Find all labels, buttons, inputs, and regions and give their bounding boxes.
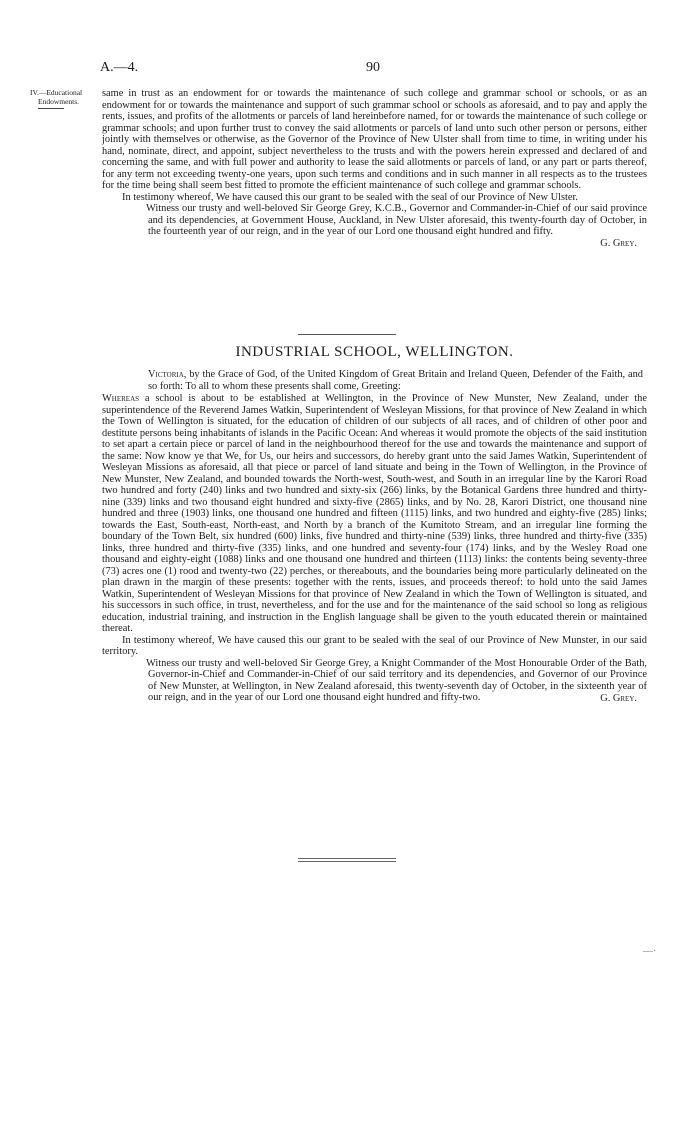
stray-mark: —· xyxy=(643,946,657,957)
margin-note-line-2: Endowments. xyxy=(38,97,80,106)
greeting-lead: Victoria, xyxy=(148,369,187,380)
document-reference: A.—4. xyxy=(100,60,139,75)
royal-greeting xyxy=(102,369,647,392)
school-witness: Witness our trusty and well-beloved Sir George Grey, a Knight Commander of the Most Honourable Order of the Bath, Governor-in-Chief and Commander-in-Chief of our said territory and its dependencies, and Governor of our Province of New Munster, at Wellington, in New Zealand aforesaid, this twenty-seventh day of October, in the sixteenth year of our reign, and in the year of our Lord one thousand eight hundred and fifty-two. xyxy=(146,657,647,703)
margin-note xyxy=(30,88,100,109)
end-rule-bottom xyxy=(298,861,396,862)
end-rule-top xyxy=(298,858,396,859)
grant-witness: Witness our trusty and well-beloved Sir George Grey, K.C.B., Governor and Commander-in-Chief of our said province and its dependencies, at Government House, Auckland, in New Ulster aforesaid, this twenty-fourth day of October, in the fourteenth year of our reign, and in the year of our Lord one thousand eight hundred and fifty. xyxy=(146,203,647,237)
school-testimony: In testimony whereof, We have caused this our grant to be sealed with the seal of our Province of New Munster, in our said territory. xyxy=(102,634,647,657)
industrial-school-grant xyxy=(102,369,647,704)
margin-note-rule xyxy=(38,108,64,109)
whereas-clause xyxy=(102,393,647,635)
grant-body: same in trust as an endowment for or towards the maintenance of such college and grammar school or schools, or as an endowment for or towards the maintenance and support of such grammar school or schools as aforesaid, and to pay and apply the rents, issues, and profits of the allotments or parcels of land hereinbefore named, for or towards the maintenance of such college or grammar schools; and upon further trust to convey the said allotments or parcels of land unto such other person or persons, either jointly with themselves or otherwise, as the Governor of the Province of New Ulster shall from time to time, in writing under his hand, nominate, direct, and appoint, subject nevertheless to the trusts and with the powers herein expressed and declared of and concerning the same, and with full power and authority to lease the said allotments or parcels of land, or any part or parts thereof, for any term not exceeding twenty-one years, upon such terms and conditions and in such manner in all respects as to the trustees for the time being shall seem best fitted to promote the efficient maintenance of such college and grammar schools. xyxy=(102,88,647,191)
grant-continuation xyxy=(102,88,647,249)
section-title: INDUSTRIAL SCHOOL, WELLINGTON. xyxy=(235,344,514,360)
grant-testimony: In testimony whereof, We have caused this our grant to be sealed with the seal of our Province of New Ulster. xyxy=(122,191,579,203)
section-divider xyxy=(298,334,396,335)
grant-signature: G. Grey. xyxy=(600,237,637,249)
margin-note-line-1: IV.—Educational xyxy=(30,88,83,97)
page-number: 90 xyxy=(366,60,380,75)
whereas-body: a school is about to be established at Wellington, in the Province of New Munster, New Zealand, under the superintendence of the Reverend James Watkin, Superintendent of Wesleyan Missions, for that province of New Zealand in which the Town of Wellington is situated, for the education of children of our subjects of all races, and of children of other poor and destitute persons being inhabitants of islands in the Pacific Ocean: And whereas it would promote the objects of the said institution to set apart a certain piece or parcel of land in the neighbourhood thereof for the use and towards the maintenance and support of the same: Now know ye that We, for Us, our heirs and successors, do hereby grant unto the said James Watkin, Superintendent of Wesleyan Missions as aforesaid, all that piece or parcel of land situate and being in the Town of Wellington, in the Province of New Munster, New Zealand, and bounded towards the North-west, South-west, and South in an irregular line by the Karori Road two hundred and forty (240) links and two hundred and sixty-six (266) links, by the Botanical Gardens three hundred and thirty-nine (339) links and two thousand eight hundred and sixty-five (2865) links, and by No. 28, Karori District, one thousand nine hundred and three (1903) links, one thousand one hundred and fifteen (1115) links, and two hundred and eighty-five (285) links; towards the East, South-east, North-east, and North by a branch of the Kumitoto Stream, and an irregular line forming the boundary of the Town Belt, six hundred (600) links, five hundred and thirty-nine (539) links, three hundred and thirty-five (335) links, three hundred and thirty-five (335) links, and one hundred and seventy-four (174) links, and by the Wesley Road one thousand and eighty-eight (1088) links and one thousand one hundred and thirteen (1113) links: the contents being seventy-three (73) acres one (1) rood and twenty-two (22) perches, or thereabouts, and the boundaries being more particularly delineated on the plan drawn in the margin of these presents: together with the rents, issues, and proceeds thereof: to hold unto the said James Watkin, Superintendent of Wesleyan Missions for that province of New Zealand in which the Town of Wellington is situated, and his successors in such office, in trust, nevertheless, and for the use and for the maintenance of the said school so long as religious education, industrial training, and instruction in the English language shall be given to the youth educated therein or maintained thereat. xyxy=(102,393,647,634)
whereas-lead: Whereas xyxy=(102,393,140,404)
greeting-text: by the Grace of God, of the United Kingdom of Great Britain and Ireland Queen, Defender of the Faith, and so forth: To all to whom these presents shall come, Greeting: xyxy=(148,369,643,392)
school-signature: G. Grey. xyxy=(600,692,637,704)
